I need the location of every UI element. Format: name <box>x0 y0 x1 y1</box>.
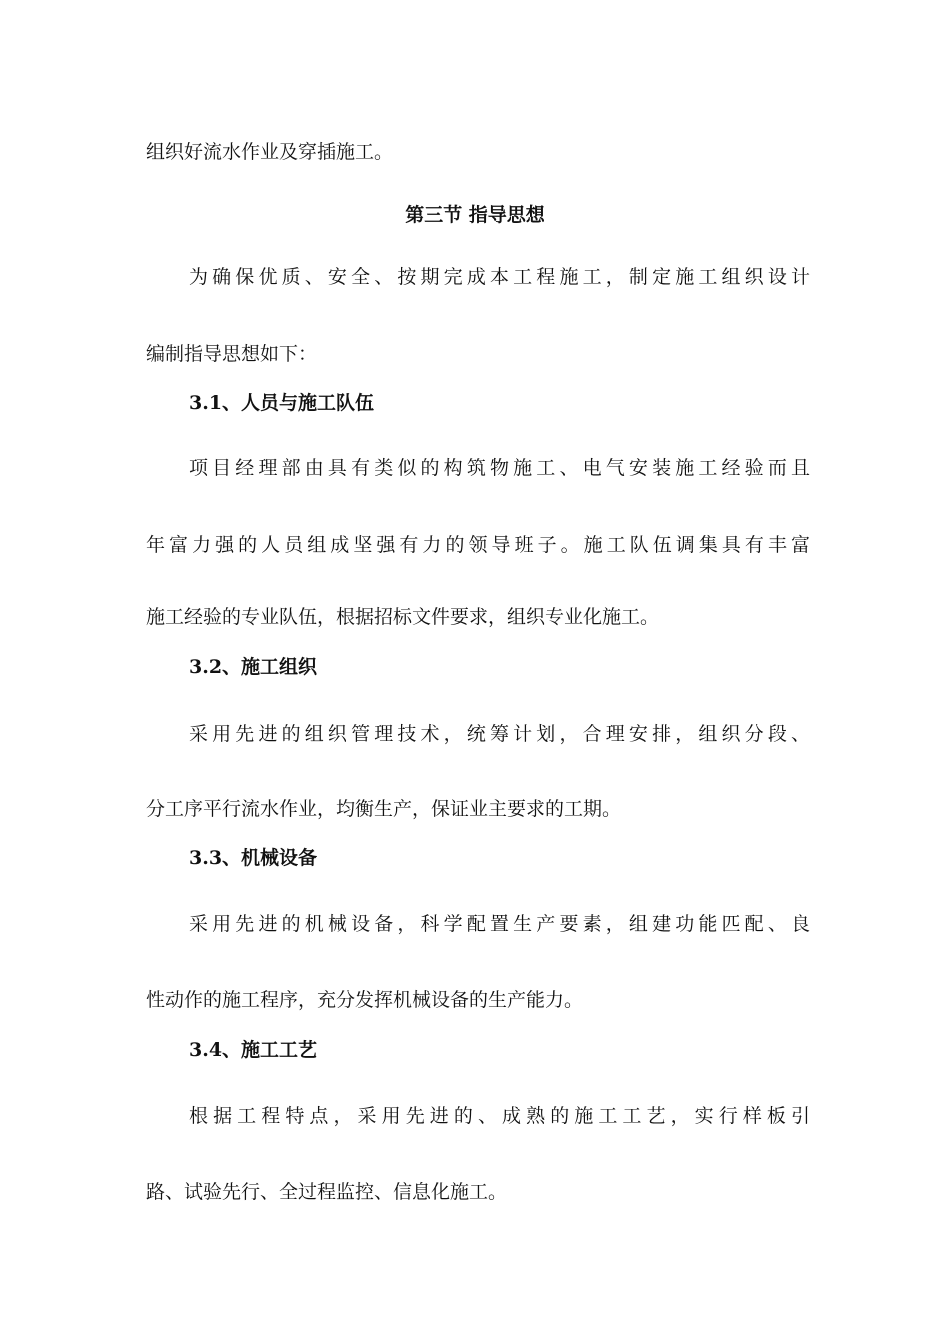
paragraph-line: 施工经验的专业队伍，根据招标文件要求，组织专业化施工。 <box>146 606 660 628</box>
paragraph-line: 编制指导思想如下： <box>146 343 318 365</box>
subsection-heading: 3.2、施工组织 <box>189 656 318 678</box>
paragraph-line: 分工序平行流水作业，均衡生产，保证业主要求的工期。 <box>146 798 622 820</box>
subsection-heading: 3.3、机械设备 <box>189 847 318 869</box>
paragraph-line: 采用先进的组织管理技术，统筹计划，合理安排，组织分段、 <box>189 723 810 745</box>
paragraph-line: 年富力强的人员组成坚强有力的领导班子。施工队伍调集具有丰富 <box>146 534 810 556</box>
paragraph-line: 项目经理部由具有类似的构筑物施工、电气安装施工经验而且 <box>189 457 810 479</box>
paragraph-line: 采用先进的机械设备，科学配置生产要素，组建功能匹配、良 <box>189 913 810 935</box>
paragraph-line: 性动作的施工程序，充分发挥机械设备的生产能力。 <box>146 989 584 1011</box>
paragraph-line: 根据工程特点，采用先进的、成熟的施工工艺，实行样板引 <box>189 1105 810 1127</box>
section-heading: 第三节 指导思想 <box>405 204 545 226</box>
subsection-heading: 3.4、施工工艺 <box>189 1039 318 1061</box>
paragraph-line: 组织好流水作业及穿插施工。 <box>146 141 394 163</box>
subsection-heading: 3.1、人员与施工队伍 <box>189 392 375 414</box>
paragraph-line: 为确保优质、安全、按期完成本工程施工，制定施工组织设计 <box>189 266 810 288</box>
paragraph-line: 路、试验先行、全过程监控、信息化施工。 <box>146 1181 508 1203</box>
